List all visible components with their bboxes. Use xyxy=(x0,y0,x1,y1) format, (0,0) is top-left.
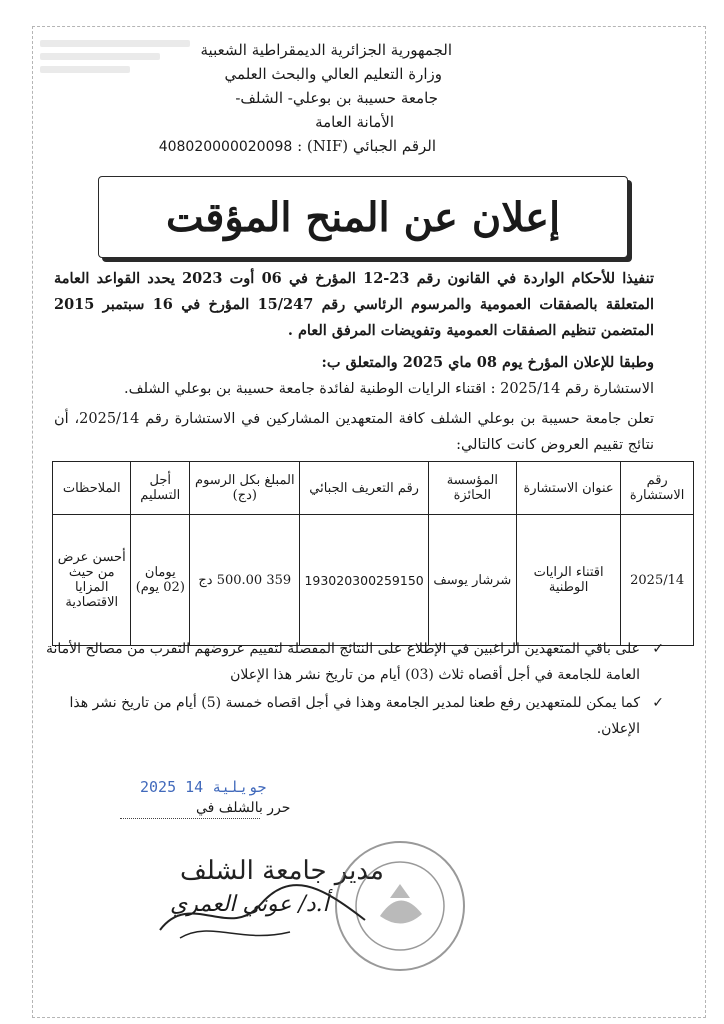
col-amount: المبلغ بكل الرسوم (دج) xyxy=(190,462,300,515)
cell-winning-company: شرشار يوسف xyxy=(428,515,516,646)
republic-line: الجمهورية الجزائرية الديمقراطية الشعبية xyxy=(200,41,452,59)
director-name: أ.د/ عوني العمري xyxy=(170,892,329,917)
results-intro: تعلن جامعة حسيبة بن بوعلي الشلف كافة المتعهدين المشاركين في الاستشارة رقم 2025/14، أن نتائج تقييم العروض كانت كالتالي: xyxy=(54,411,654,453)
date-dotted-line xyxy=(120,818,260,819)
header-block xyxy=(0,40,724,157)
list-item: ✓ على باقي المتعهدين الراغبين في الإطلاع على النتائج المفصلة لتقييم عروضهم التقرب من مصالح الأمانة العامة للجامعة في أجل أقصاه ثلاث (03) أيام من تاريخ نشر هذا الإعلان xyxy=(44,636,664,688)
director-title: مدير جامعة الشلف xyxy=(180,856,384,886)
signature-scribble xyxy=(150,880,380,950)
col-tax-id: رقم التعريف الجبائي xyxy=(300,462,428,515)
nif-value: 408020000020098 xyxy=(158,139,293,155)
cell-remarks: أحسن عرض من حيث المزايا الاقتصادية xyxy=(53,515,131,646)
announcement-title-box xyxy=(98,176,628,258)
col-delivery-time: أجل التسليم xyxy=(131,462,190,515)
university-line: جامعة حسيبة بن بوعلي- الشلف- xyxy=(235,89,438,107)
nif-label: الرقم الجبائي (NIF) : xyxy=(297,137,436,155)
ministry-line: وزارة التعليم العالي والبحث العلمي xyxy=(224,65,442,83)
cell-amount: 359 500.00 دج xyxy=(190,515,300,646)
date-stamp: 2025 جويلية 14 xyxy=(140,778,267,796)
consultation-line: الاستشارة رقم 2025/14 : اقتناء الرايات الوطنية لفائدة جامعة حسيبة بن بوعلي الشلف. xyxy=(123,381,654,397)
results-table xyxy=(52,461,694,646)
secretariat-line: الأمانة العامة xyxy=(315,113,394,131)
legal-basis-paragraph: تنفيذا للأحكام الواردة في القانون رقم 23-12 المؤرخ في 06 أوت 2023 يحدد القواعد العامة المتعلقة بالصفقات العمومية والمرسوم الرئاسي رقم 15/247 المؤرخ في 16 سبتمبر 2015 المتضمن تنظيم الصفقات العمومية وتفويضات المرفق العام . xyxy=(54,270,655,339)
nif-line xyxy=(0,136,724,157)
cell-delivery-time: يومان (02 يوم) xyxy=(131,515,190,646)
table-header-row xyxy=(53,462,694,515)
checkmark-icon: ✓ xyxy=(652,695,664,711)
col-winning-company: المؤسسة الحائزة xyxy=(428,462,516,515)
col-remarks: الملاحظات xyxy=(53,462,131,515)
notes-list xyxy=(44,636,664,744)
cell-consultation-number: 2025/14 xyxy=(621,515,694,646)
col-consultation-title: عنوان الاستشارة xyxy=(516,462,620,515)
col-consultation-number: رقم الاستشارة xyxy=(621,462,694,515)
place-label: حرر بالشلف في xyxy=(196,800,291,816)
checkmark-icon: ✓ xyxy=(652,641,664,657)
table-row xyxy=(53,515,694,646)
list-item: ✓ كما يمكن للمتعهدين رفع طعنا لمدير الجامعة وهذا في أجل اقصاه خمسة (5) أيام من تاريخ نشر هذا الإعلان. xyxy=(44,690,664,742)
announcement-reference: وطبقا للإعلان المؤرخ يوم 08 ماي 2025 والمتعلق ب: xyxy=(321,354,654,371)
cell-consultation-title: اقتناء الرايات الوطنية xyxy=(516,515,620,646)
cell-tax-id: 193020300259150 xyxy=(300,515,428,646)
announcement-title: إعلان عن المنح المؤقت xyxy=(165,193,561,241)
